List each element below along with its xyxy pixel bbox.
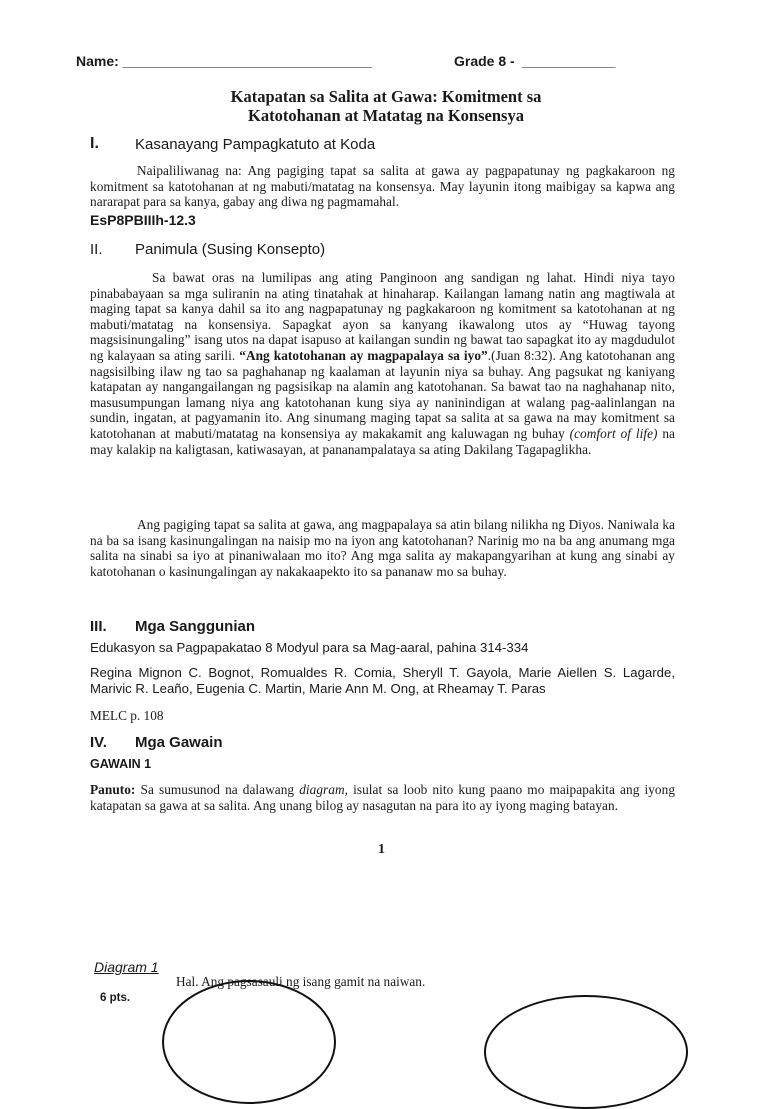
grade-blank: ____________ [522,53,616,69]
points-label: 6 pts. [100,992,131,1004]
grade-label: Grade 8 - [454,53,515,69]
diagram-circle-2 [484,995,688,1109]
section-1-number: I. [90,135,99,152]
section-4-number: IV. [90,734,107,751]
diagram-1-label: Diagram 1 [94,959,159,975]
reference-1: Edukasyon sa Pagpapakatao 8 Modyul para sa Mag-aaral, pahina 314-334 [90,640,529,655]
instructions [90,782,675,813]
section-2-paragraph-1 [90,270,675,457]
section-2-heading: Panimula (Susing Konsepto) [135,241,326,258]
panuto-part-b: isulat sa loob nito kung paano mo maipapakita ang iyong katapatan sa gawa at sa salita. Ang unang bilog ay nasagutan na para ito ay iyong maging batayan. [90,782,676,813]
page-number: 1 [378,842,385,857]
gawain-1-heading: GAWAIN 1 [90,757,152,771]
document-title [120,87,652,125]
paragraph-1-part-b: .(Juan 8:32). Ang katotohanan ang nagsisilbing ilaw ng tao sa paghahanap ng kaalaman at layunin niya sa buhay. Ang pagsukat ng kaniyang katapatan ay nangangailangan ng pagsisikap na alamin ang katotohanan. Sa bawat tao na naghahanap nito, masusumpungan lamang niya ang katotohanan kung siya ay naninindigan at walang pag-aalinlangan na sundin, ingatan, at pagyamanin ito. Ang sinumang maging tapat sa salita at sa gawa na may komitment sa katotohanan at mabuti/matatag na konsensiya ay makakamit ang kaluwagan ng buhay [90,347,675,441]
section-2-number: II. [90,241,103,258]
diagram-circle-1 [162,980,336,1104]
section-1-text: Naipaliliwanag na: Ang pagiging tapat sa salita at gawa ay pagpapatunay ng pagkakaroon ng komitment sa katotohanan at ng mabuti/matatag na konsensya. May layunin itong maibigay sa kapwa ang nararapat para sa kanya, gabay ang diwa ng pagmamahal. [90,163,675,210]
section-2-paragraph-2: Ang pagiging tapat sa salita at gawa, ang magpapalaya sa atin bilang nilikha ng Diyos. Naniwala ka na ba sa isang kasinungalingan na naisip mo na iyon ang katotohanan? Narinig mo na ba ang anumang mga salita na sinabi sa iyo at pinaniwalaan mo ito? Ang mga salita ay makapangyarihan at kung ang sinabi ay katotohanan o kasinungalingan ay nakakaapekto ito sa pananaw mo sa buhay. [90,517,675,579]
section-1-heading: Kasanayang Pampagkatuto at Koda [135,136,376,153]
diagram-example-text: Hal. Ang pagsasauli ng isang gamit na naiwan. [176,974,426,989]
panuto-diagram-word: diagram, [299,782,349,797]
title-line-2: Katotohanan at Matatag na Konsensya [248,106,524,125]
section-4-heading: Mga Gawain [135,734,223,751]
panuto-label: Panuto: [90,782,136,797]
name-field-label: Name: ________________________________ [76,53,372,69]
competency-code: EsP8PBIIIh-12.3 [90,212,196,228]
paragraph-1-part-a: Sa bawat oras na lumilipas ang ating Panginoon ang sandigan ng lahat. Hindi niya tayo pinababayaan sa mga suliranin na ating tinatahak at hinaharap. Kailangan lamang natin ang magtiwala at maging tapat sa kanya dahil sa ito ang nagpapatunay ng pagkakaroon ng komitment sa katotohanan at ng mabuti/matatag na konsensiya. Sapagkat ayon sa kanyang ikawalong utos ay “Huwag tayong magsisinungaling” isang utos na dapat isapuso at kailangan sundin ng bawat tao sapagkat ito ay magdudulot ng kalayaan sa ating sarili. [90,270,675,363]
panuto-part-a: Sa sumusunod na dalawang [140,782,295,797]
paragraph-1-part-c: na may kalakip na kaligtasan, katiwasayan, at pananampalataya sa ating Dakilang Tagapaglikha. [90,425,676,457]
title-line-1: Katapatan sa Salita at Gawa: Komitment sa [230,87,542,106]
section-3-number: III. [90,618,107,635]
section-3-heading: Mga Sanggunian [135,618,255,635]
comfort-of-life-phrase: (comfort of life) [569,425,658,441]
reference-2-authors: Regina Mignon C. Bognot, Romualdes R. Comia, Sheryll T. Gayola, Marie Aiellen S. Lagarde, Marivic R. Leaño, Eugenia C. Martin, Marie Ann M. Ong, at Rheamay T. Paras [90,665,675,696]
reference-3-melc: MELC p. 108 [90,708,164,723]
bible-quote: “Ang katotohanan ay magpapalaya sa iyo” [239,347,488,363]
